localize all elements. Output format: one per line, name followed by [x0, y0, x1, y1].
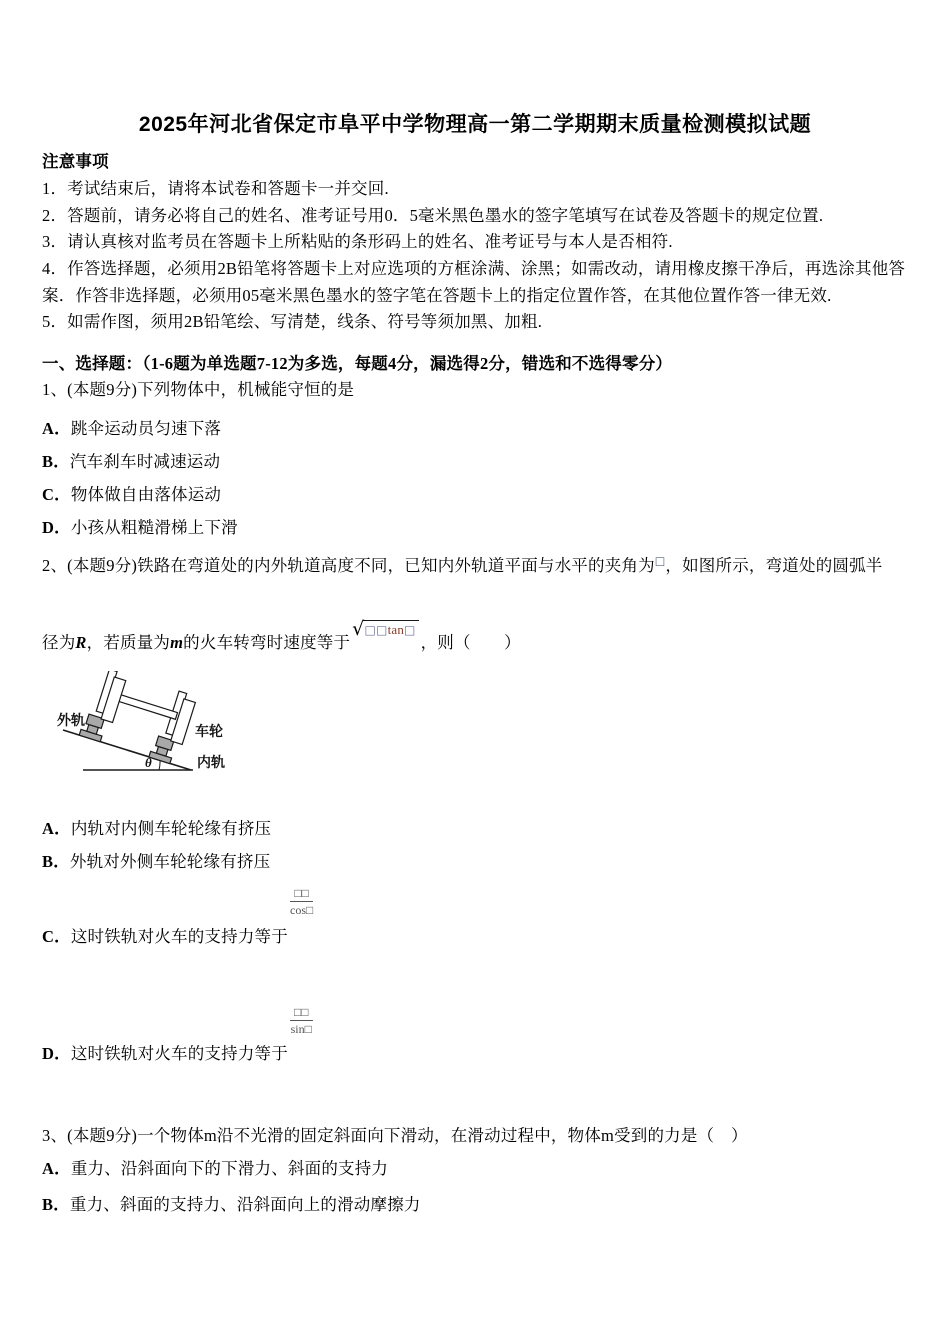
fraction-d: [290, 1005, 313, 1036]
q2-stem-part2: ，如图所示，弯道处的圆弧半: [665, 556, 883, 575]
q2-option-b: [42, 851, 270, 872]
q3-option-b: [42, 1194, 421, 1215]
q2-stem-line1: [42, 555, 883, 576]
variable-R: R: [75, 633, 87, 652]
sqrt-radicand: [363, 620, 418, 638]
radical-sign: √: [352, 618, 365, 640]
q1-option-a: [42, 418, 221, 439]
q3-option-a-text: 重力、沿斜面向下的下滑力、斜面的支持力: [70, 1159, 389, 1178]
variable-m: m: [170, 633, 184, 652]
q2-stem-line2: [42, 618, 521, 653]
missing-glyph-box: □□: [364, 623, 388, 637]
section-heading: 一、选择题：（1-6题为单选题7-12为多选，每题4分，漏选得2分，错选和不选得零分）: [42, 354, 673, 373]
wheel-label: 车轮: [195, 723, 223, 739]
fraction-d-denominator: sin□: [290, 1022, 312, 1036]
theta-label: θ: [145, 755, 152, 770]
fraction-c-denominator: cos□: [290, 903, 314, 917]
q3-option-a-label: A．: [42, 1159, 71, 1178]
q3-option-a: [42, 1158, 388, 1179]
q2-stem2-post: ，则（ ）: [420, 633, 521, 652]
q1-stem: 1、(本题9分)下列物体中，机械能守恒的是: [42, 380, 355, 399]
q3-stem: 3、(本题9分)一个物体m沿不光滑的固定斜面向下滑动，在滑动过程中，物体m受到的力是（ ）: [42, 1126, 748, 1145]
q2-stem2-mid2: 的火车转弯时速度等于: [183, 633, 351, 652]
note-item-3: 3．请认真核对监考员在答题卡上所粘贴的条形码上的姓名、准考证号与本人是否相符.: [42, 232, 673, 251]
banked-rail-diagram: [55, 671, 235, 779]
q2-option-d: [42, 1043, 288, 1064]
note-item-5: 5．如需作图，须用2B铅笔绘、写清楚，线条、符号等须加黑、加粗.: [42, 312, 543, 331]
q2-stem2-mid1: ，若质量为: [86, 633, 171, 652]
q1-option-c-label: C．: [42, 485, 71, 504]
axle: [116, 694, 177, 719]
q2-option-d-text: 这时铁轨对火车的支持力等于: [70, 1044, 288, 1063]
q1-option-d: [42, 517, 238, 538]
q2-stem-part1: 2、(本题9分)铁路在弯道处的内外轨道高度不同，已知内外轨道平面与水平的夹角为: [42, 556, 655, 575]
tan-function-label: tan: [387, 622, 405, 637]
q2-stem2-pre: 径为: [42, 633, 76, 652]
q1-option-c-text: 物体做自由落体运动: [70, 485, 222, 504]
notes-heading: 注意事项: [42, 152, 109, 171]
note-item-2: 2．答题前，请务必将自己的姓名、准考证号用0．5毫米黑色墨水的签字笔填写在试卷及答题卡的规定位置.: [42, 206, 824, 225]
q2-option-a-label: A．: [42, 819, 71, 838]
q2-option-a: [42, 818, 271, 839]
q2-option-b-label: B．: [42, 852, 70, 871]
q1-option-d-text: 小孩从粗糙滑梯上下滑: [70, 518, 238, 537]
q1-option-b: [42, 451, 220, 472]
q1-option-a-label: A．: [42, 419, 71, 438]
wheel-rail-assembly: [79, 671, 197, 765]
fraction-d-numerator: □□: [290, 1005, 313, 1021]
q2-option-a-text: 内轨对内侧车轮轮缘有挤压: [70, 819, 272, 838]
missing-glyph-box: □: [654, 554, 666, 568]
note-item-4: 4．作答选择题，必须用2B铅笔将答题卡上对应选项的方框涂满、涂黑；如需改动，请用橡皮擦干净后，再选涂其他答案．作答非选择题，必须用05毫米黑色墨水的签字笔在答题卡上的指定位置作答，在其他位置作答一律无效.: [42, 259, 906, 305]
fraction-c-numerator: □□: [290, 886, 313, 902]
q2-option-c-text: 这时铁轨对火车的支持力等于: [70, 927, 288, 946]
fraction-c: [290, 886, 313, 917]
q2-option-c: [42, 926, 288, 947]
sqrt-formula: [352, 620, 418, 638]
q1-option-b-text: 汽车刹车时减速运动: [69, 452, 221, 471]
theta-arc: [159, 760, 160, 770]
q1-option-b-label: B．: [42, 452, 70, 471]
page-title: 2025年河北省保定市阜平中学物理高一第二学期期末质量检测模拟试题: [138, 113, 812, 136]
outer-rail-label: 外轨: [57, 712, 85, 728]
missing-glyph-box: □: [404, 623, 416, 637]
q3-option-b-label: B．: [42, 1195, 70, 1214]
inner-rail-label: 内轨: [197, 754, 225, 770]
q2-option-c-label: C．: [42, 927, 71, 946]
q1-option-c: [42, 484, 221, 505]
q2-option-d-label: D．: [42, 1044, 71, 1063]
q1-option-a-text: 跳伞运动员匀速下落: [70, 419, 222, 438]
note-item-1: 1．考试结束后，请将本试卷和答题卡一并交回.: [42, 179, 389, 198]
q3-option-b-text: 重力、斜面的支持力、沿斜面向上的滑动摩擦力: [69, 1195, 421, 1214]
q1-option-d-label: D．: [42, 518, 71, 537]
q2-option-b-text: 外轨对外侧车轮轮缘有挤压: [69, 852, 271, 871]
